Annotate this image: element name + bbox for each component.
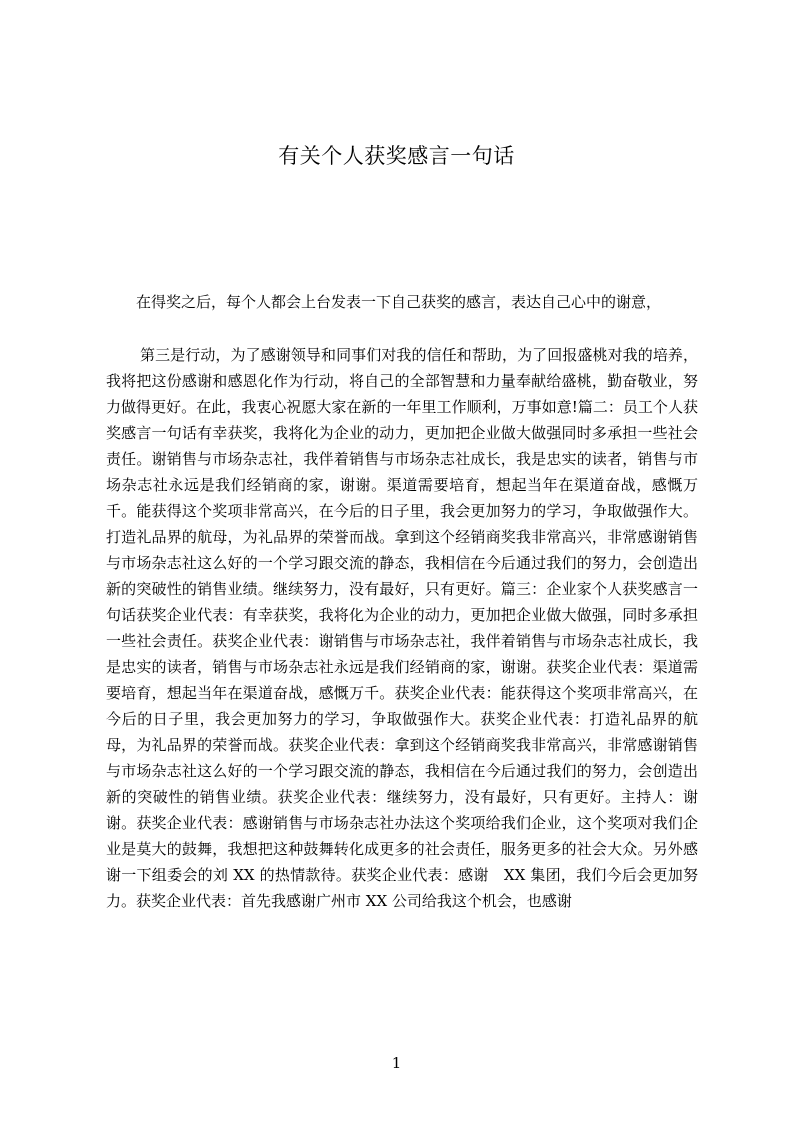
page-number: 1 <box>391 1054 402 1072</box>
intro-paragraph: 在得奖之后，每个人都会上台发表一下自己获奖的感言，表达自己心中的谢意， <box>136 293 662 311</box>
body-paragraph: 第三是行动，为了感谢领导和同事们对我的信任和帮助，为了回报盛桃对我的培养，我将把这份感谢和感恩化作为行动，将自己的全部智慧和力量奉献给盛桃，勤奋敬业，努力做得更好。在此，我衷心祝愿大家在新的一年里工作顺利，万事如意!篇二：员工个人获奖感言一句话有幸获奖，我将化为企业的动力，更加把企业做大做强同时多承担一些社会责任。谢销售与市场杂志社，我伴着销售与市场杂志社成长，我是忠实的读者，销售与市场杂志社永远是我们经销商的家，谢谢。渠道需要培育，想起当年在渠道奋战，感慨万千。能获得这个奖项非常高兴，在今后的日子里，我会更加努力的学习，争取做强作大。打造礼品界的航母，为礼品界的荣誉而战。拿到这个经销商奖我非常高兴，非常感谢销售与市场杂志社这么好的一个学习跟交流的静态，我相信在今后通过我们的努力，会创造出新的突破性的销售业绩。继续努力，没有最好，只有更好。篇三：企业家个人获奖感言一句话获奖企业代表：有幸获奖，我将化为企业的动力，更加把企业做大做强，同时多承担一些社会责任。获奖企业代表：谢销售与市场杂志社，我伴着销售与市场杂志社成长，我是忠实的读者，销售与市场杂志社永远是我们经销商的家，谢谢。获奖企业代表：渠道需要培育，想起当年在渠道奋战，感慨万千。获奖企业代表：能获得这个奖项非常高兴，在今后的日子里，我会更加努力的学习，争取做强作大。获奖企业代表：打造礼品界的航母，为礼品界的荣誉而战。获奖企业代表：拿到这个经销商奖我非常高兴，非常感谢销售与市场杂志社这么好的一个学习跟交流的静态，我相信在今后通过我们的努力，会创造出新的突破性的销售业绩。获奖企业代表：继续努力，没有最好，只有更好。主持人：谢谢。获奖企业代表：感谢销售与市场杂志社办法这个奖项给我们企业，这个奖项对我们企业是莫大的鼓舞，我想把这种鼓舞转化成更多的社会责任，服务更多的社会大众。另外感谢一下组委会的刘 XX 的热情款待。获奖企业代表：感谢 XX 集团，我们今后会更加努力。获奖企业代表：首先我感谢广州市 XX 公司给我这个机会，也感谢 <box>106 346 698 910</box>
document-title: 有关个人获奖感言一句话 <box>278 144 515 168</box>
